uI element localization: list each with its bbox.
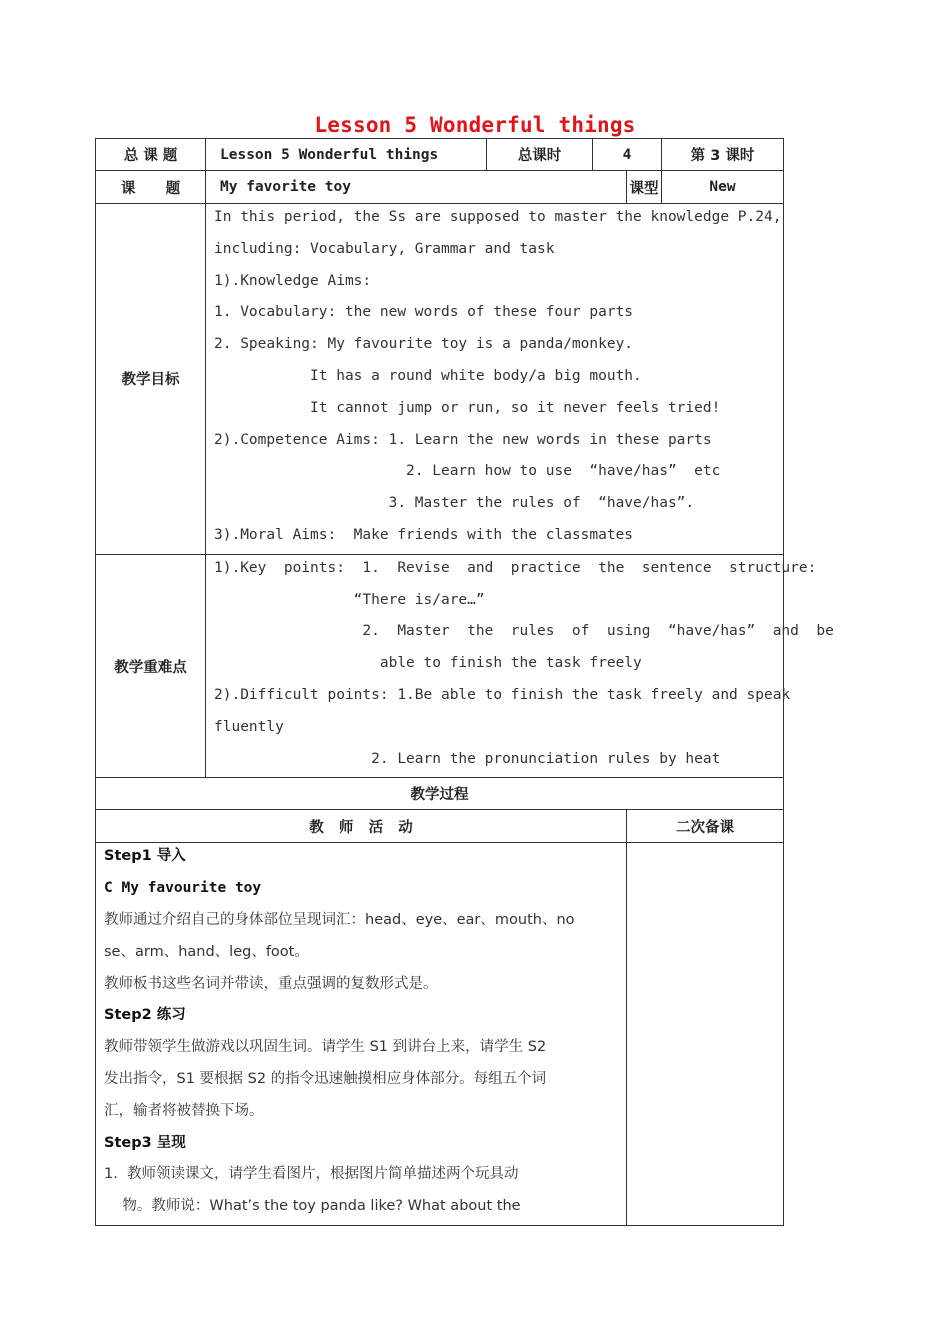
key-points-line: 2).Difficult points: 1.Be able to finish the task freely and speak (214, 686, 791, 703)
process-header-row (96, 778, 784, 810)
objectives-line: It cannot jump or run, so it never feels tried! (214, 399, 721, 416)
key-points-line: “There is/are…” (214, 591, 485, 608)
process-line: 汇，输者将被替换下场。 (104, 1102, 264, 1119)
objectives-row (96, 204, 784, 555)
teacher-activity-label: 教 师 活 动 (96, 810, 627, 843)
total-topic-value: Lesson 5 Wonderful things (206, 139, 487, 171)
type-label: 课型 (627, 171, 662, 204)
header-row-1 (96, 139, 784, 171)
objectives-line: In this period, the Ss are supposed to master the knowledge P.24, (214, 209, 782, 225)
key-points-line: fluently (214, 718, 284, 735)
topic-value: My favorite toy (206, 171, 627, 204)
period-label: 第 3 课时 (662, 139, 784, 171)
process-line: 发出指令，S1 要根据 S2 的指令迅速触摸相应身体部分。每组五个词 (104, 1070, 547, 1087)
objectives-line: including: Vocabulary, Grammar and task (214, 240, 555, 257)
process-line: Step3 呈现 (104, 1134, 186, 1151)
second-prep-content (627, 843, 784, 1226)
process-line: 1. 教师领读课文，请学生看图片，根据图片简单描述两个玩具动 (104, 1166, 519, 1183)
key-points-line: able to finish the task freely (214, 655, 642, 672)
objectives-line: 3. Master the rules of “have/has”. (214, 495, 695, 512)
total-hours-value: 4 (593, 139, 662, 171)
key-points-content (206, 554, 834, 778)
process-line: Step2 练习 (104, 1007, 186, 1024)
process-line: Step1 导入 (104, 848, 186, 865)
process-label: 教学过程 (96, 778, 784, 810)
type-value: New (662, 171, 784, 204)
objectives-line: 2. Learn how to use “have/has” etc (214, 463, 721, 480)
lesson-plan-table (95, 138, 834, 1226)
process-columns-row (96, 810, 784, 843)
teacher-activity-content (96, 843, 627, 1226)
total-topic-label: 总 课 题 (96, 139, 206, 171)
process-line: C My favourite toy (104, 880, 262, 897)
objectives-line: 2).Competence Aims: 1. Learn the new words in these parts (214, 431, 712, 448)
total-hours-label: 总课时 (487, 139, 593, 171)
key-points-line: 1).Key points: 1. Revise and practice the sentence structure: (214, 559, 817, 576)
objectives-label: 教学目标 (96, 204, 206, 555)
process-line: 教师通过介绍自己的身体部位呈现词汇：head、eye、ear、mouth、no (104, 911, 575, 928)
objectives-line: 2. Speaking: My favourite toy is a panda/monkey. (214, 336, 634, 353)
second-prep-label: 二次备课 (627, 810, 784, 843)
page-title: Lesson 5 Wonderful things (314, 113, 636, 137)
key-points-label: 教学重难点 (96, 554, 206, 778)
process-line: 教师带领学生做游戏以巩固生词。请学生 S1 到讲台上来，请学生 S2 (104, 1039, 547, 1056)
objectives-line: It has a round white body/a big mouth. (214, 367, 642, 384)
objectives-line: 1. Vocabulary: the new words of these four parts (214, 304, 634, 321)
key-points-line: 2. Learn the pronunciation rules by heat (214, 750, 721, 767)
objectives-line: 1).Knowledge Aims: (214, 272, 372, 289)
process-line: 教师板书这些名词并带读，重点强调的复数形式是。 (104, 975, 438, 992)
process-line: 物。教师说：What’s the toy panda like? What about the (104, 1198, 521, 1215)
key-points-line: 2. Master the rules of using “have/has” and be (214, 623, 834, 640)
topic-label: 课 题 (96, 171, 206, 204)
objectives-content (206, 204, 784, 555)
objectives-line: 3).Moral Aims: Make friends with the classmates (214, 526, 634, 543)
key-points-row (96, 554, 784, 778)
header-row-2 (96, 171, 784, 204)
process-content-row (96, 843, 784, 1226)
process-line: se、arm、hand、leg、foot。 (104, 943, 309, 960)
